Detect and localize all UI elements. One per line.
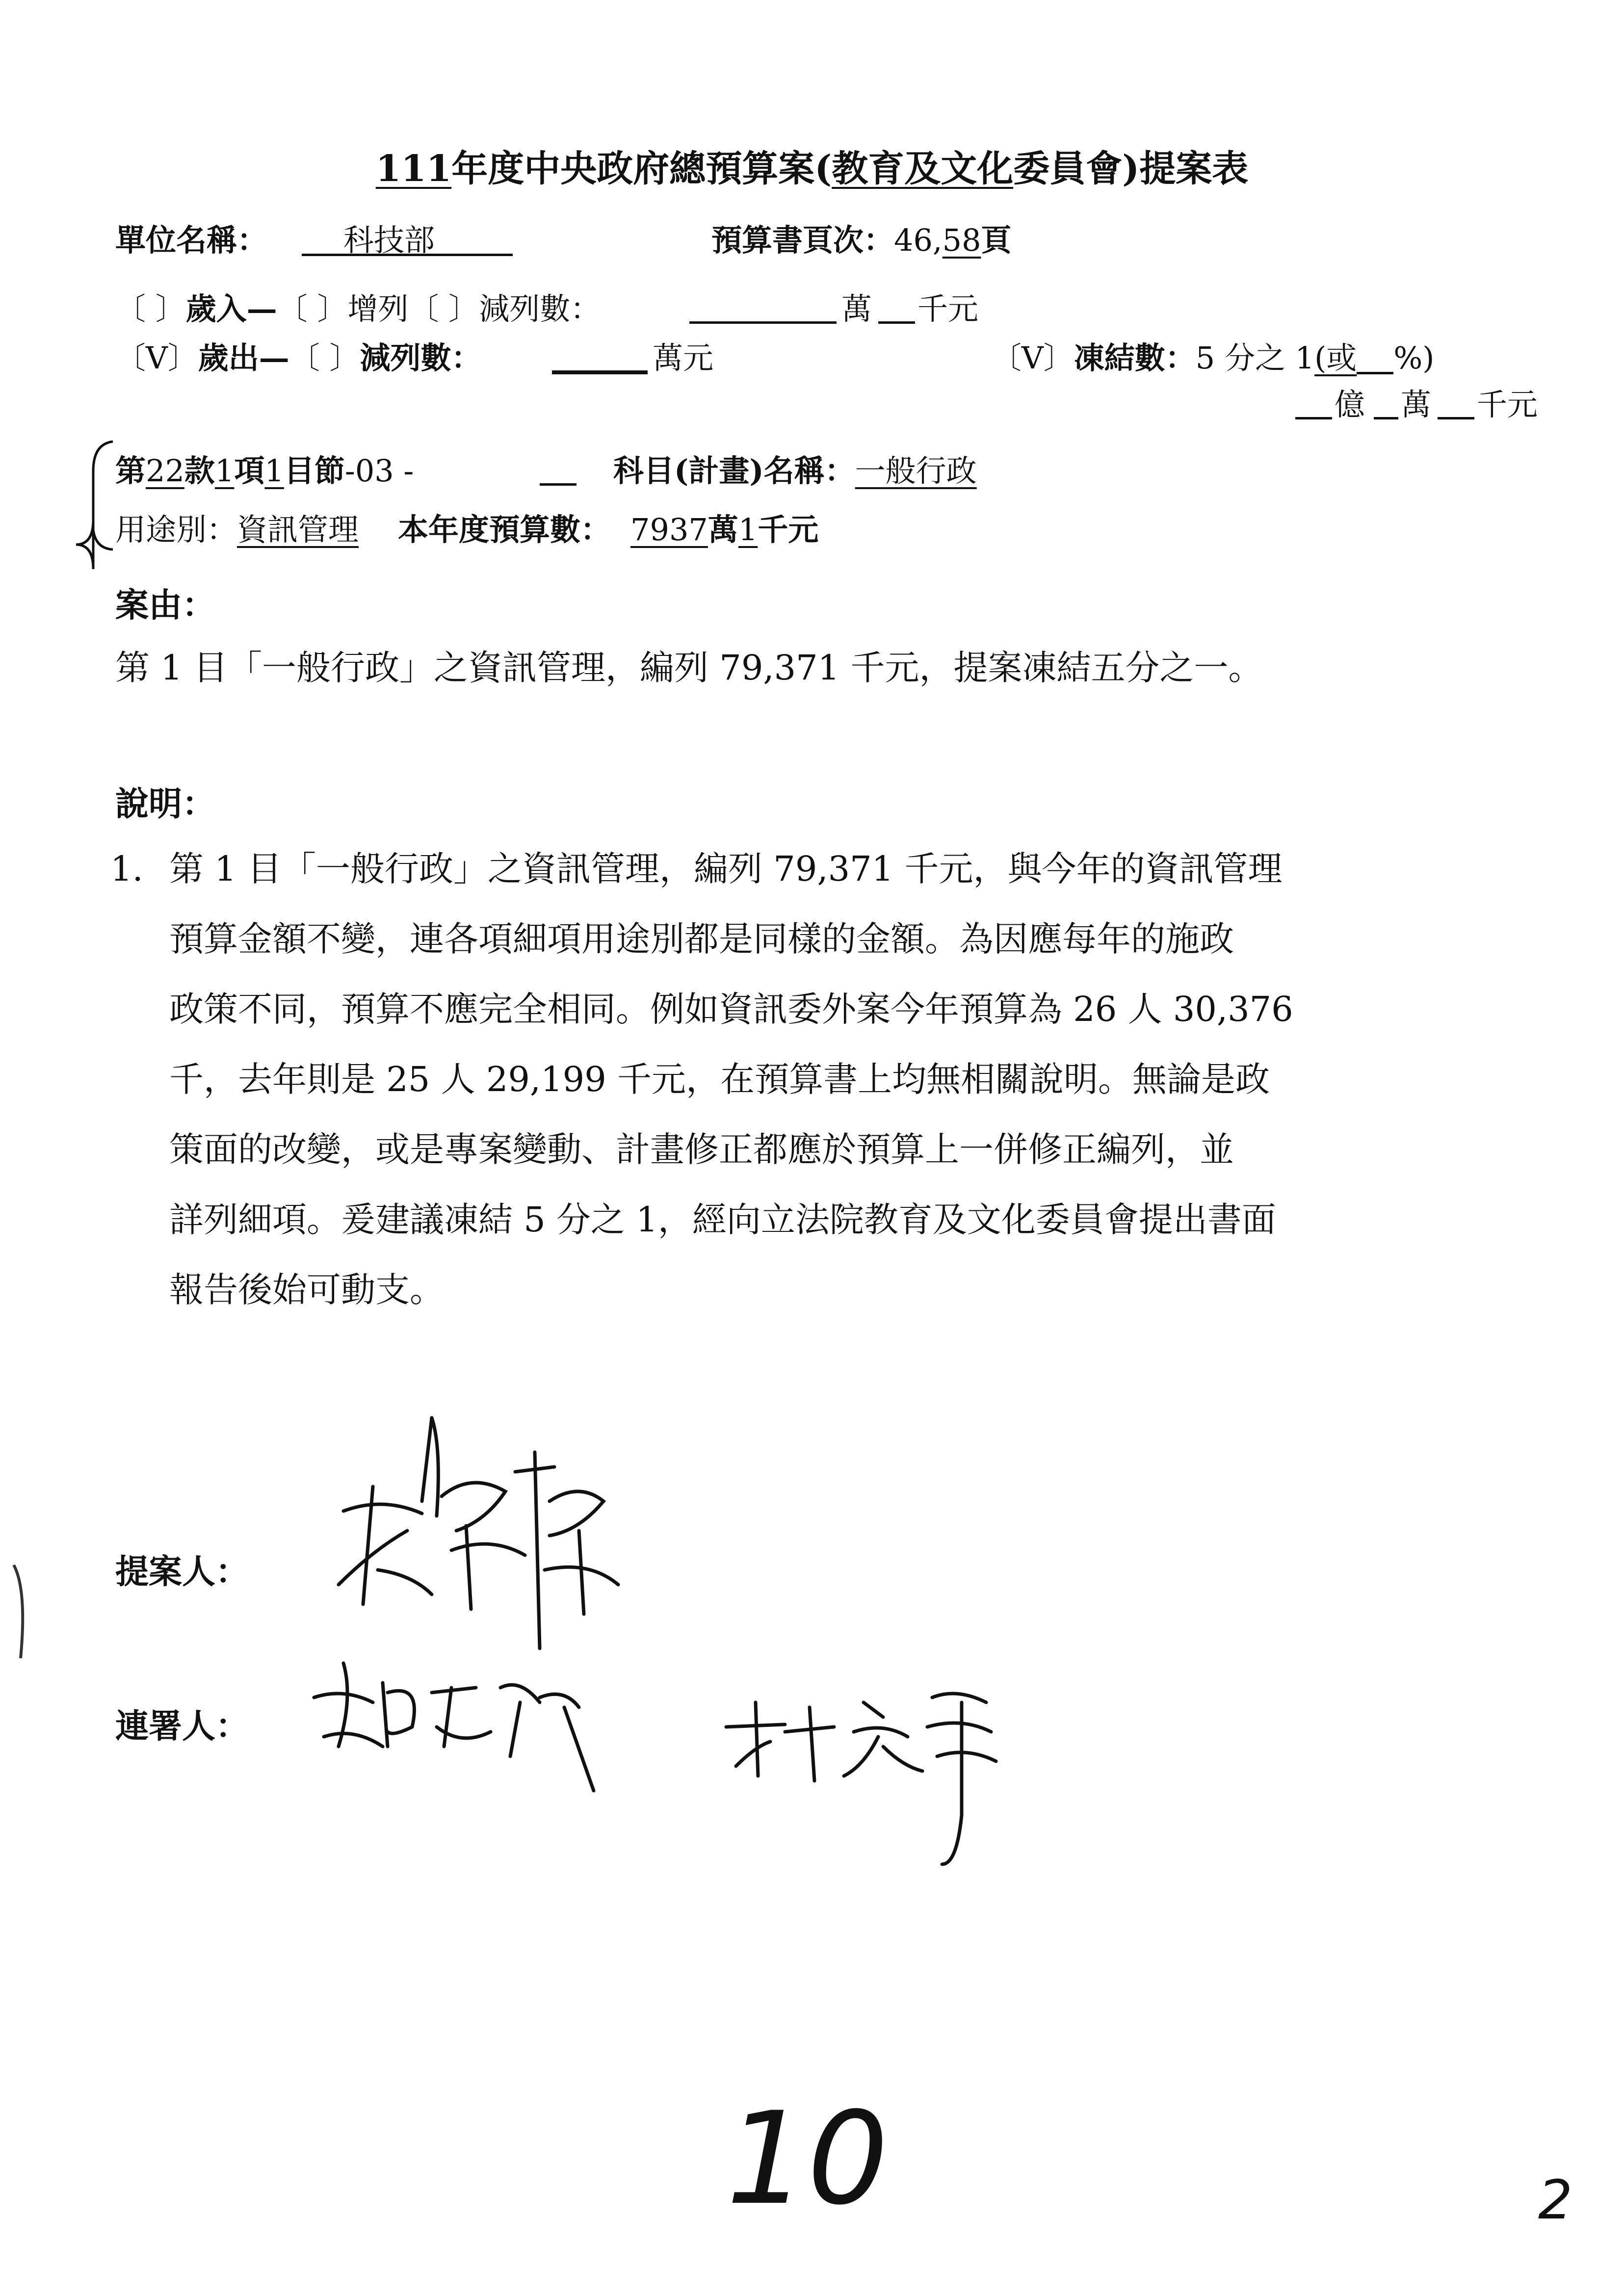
reason-text: 第 1 目「一般行政」之資訊管理，編列 79,371 千元，提案凍結五分之一。 [115,648,1263,688]
checkbox-exp-reduce: 〔 〕 [289,340,360,376]
checkbox-add: 〔 〕 [277,291,348,327]
page-title: 111年度中央政府總預算案(教育及文化委員會)提案表 [375,148,1249,190]
title-year: 111 [375,148,452,190]
checkbox-reduce: 〔 〕 [408,291,479,327]
reason-heading: 案由： [115,586,216,625]
budget-pages: 預算書頁次：46,58頁 [711,222,1012,258]
corner-mark: 2 [1538,2168,1572,2231]
expenditure-line: 〔V〕歲出—〔 〕減列數： [115,340,482,376]
freeze-amount: 〔V〕凍結數：5 分之 1(或 %) [991,340,1435,376]
explanation-line: 詳列細項。爰建議凍結 5 分之 1，經向立法院教育及文化委員會提出書面 [169,1200,1276,1240]
explanation-heading: 說明： [115,784,216,824]
checkbox-revenue: 〔 〕 [115,291,186,327]
unit-value: 科技部 [343,222,435,258]
subject-line: 科目(計畫)名稱：一般行政 [613,453,977,489]
explanation-line: 策面的改變，或是專案變動、計畫修正都應於預算上一併修正編列，並 [169,1129,1234,1170]
explanation-line: 預算金額不變，連各項細項用途別都是同樣的金額。為因應每年的施政 [169,919,1234,959]
handwritten-page-number: 10 [726,2085,889,2233]
account-line: 第22款1項1目節-03 - [115,453,414,489]
explanation-line: 第 1 目「一般行政」之資訊管理，編列 79,371 千元，與今年的資訊管理 [169,849,1283,889]
explanation-number: 1. [110,849,143,889]
usage-line: 用途別：資訊管理 本年度預算數： 7937萬1千元 [115,512,819,548]
cosigner-label: 連署人： [115,1707,249,1746]
explanation-line: 報告後始可動支。 [169,1270,444,1310]
explanation-line: 千，去年則是 25 人 29,199 千元，在預算書上均無相關說明。無論是政 [169,1059,1270,1099]
checkbox-expenditure: 〔V〕 [115,340,198,376]
revenue-line: 〔 〕歲入—〔 〕增列〔 〕減列數： [115,291,601,327]
title-committee: 教育及文化 [832,148,1014,190]
proposer-label: 提案人： [115,1552,249,1592]
checkbox-freeze: 〔V〕 [991,340,1074,376]
unit-label: 單位名稱： [115,222,268,258]
explanation-line: 政策不同，預算不應完全相同。例如資訊委外案今年預算為 26 人 30,376 [169,989,1293,1029]
